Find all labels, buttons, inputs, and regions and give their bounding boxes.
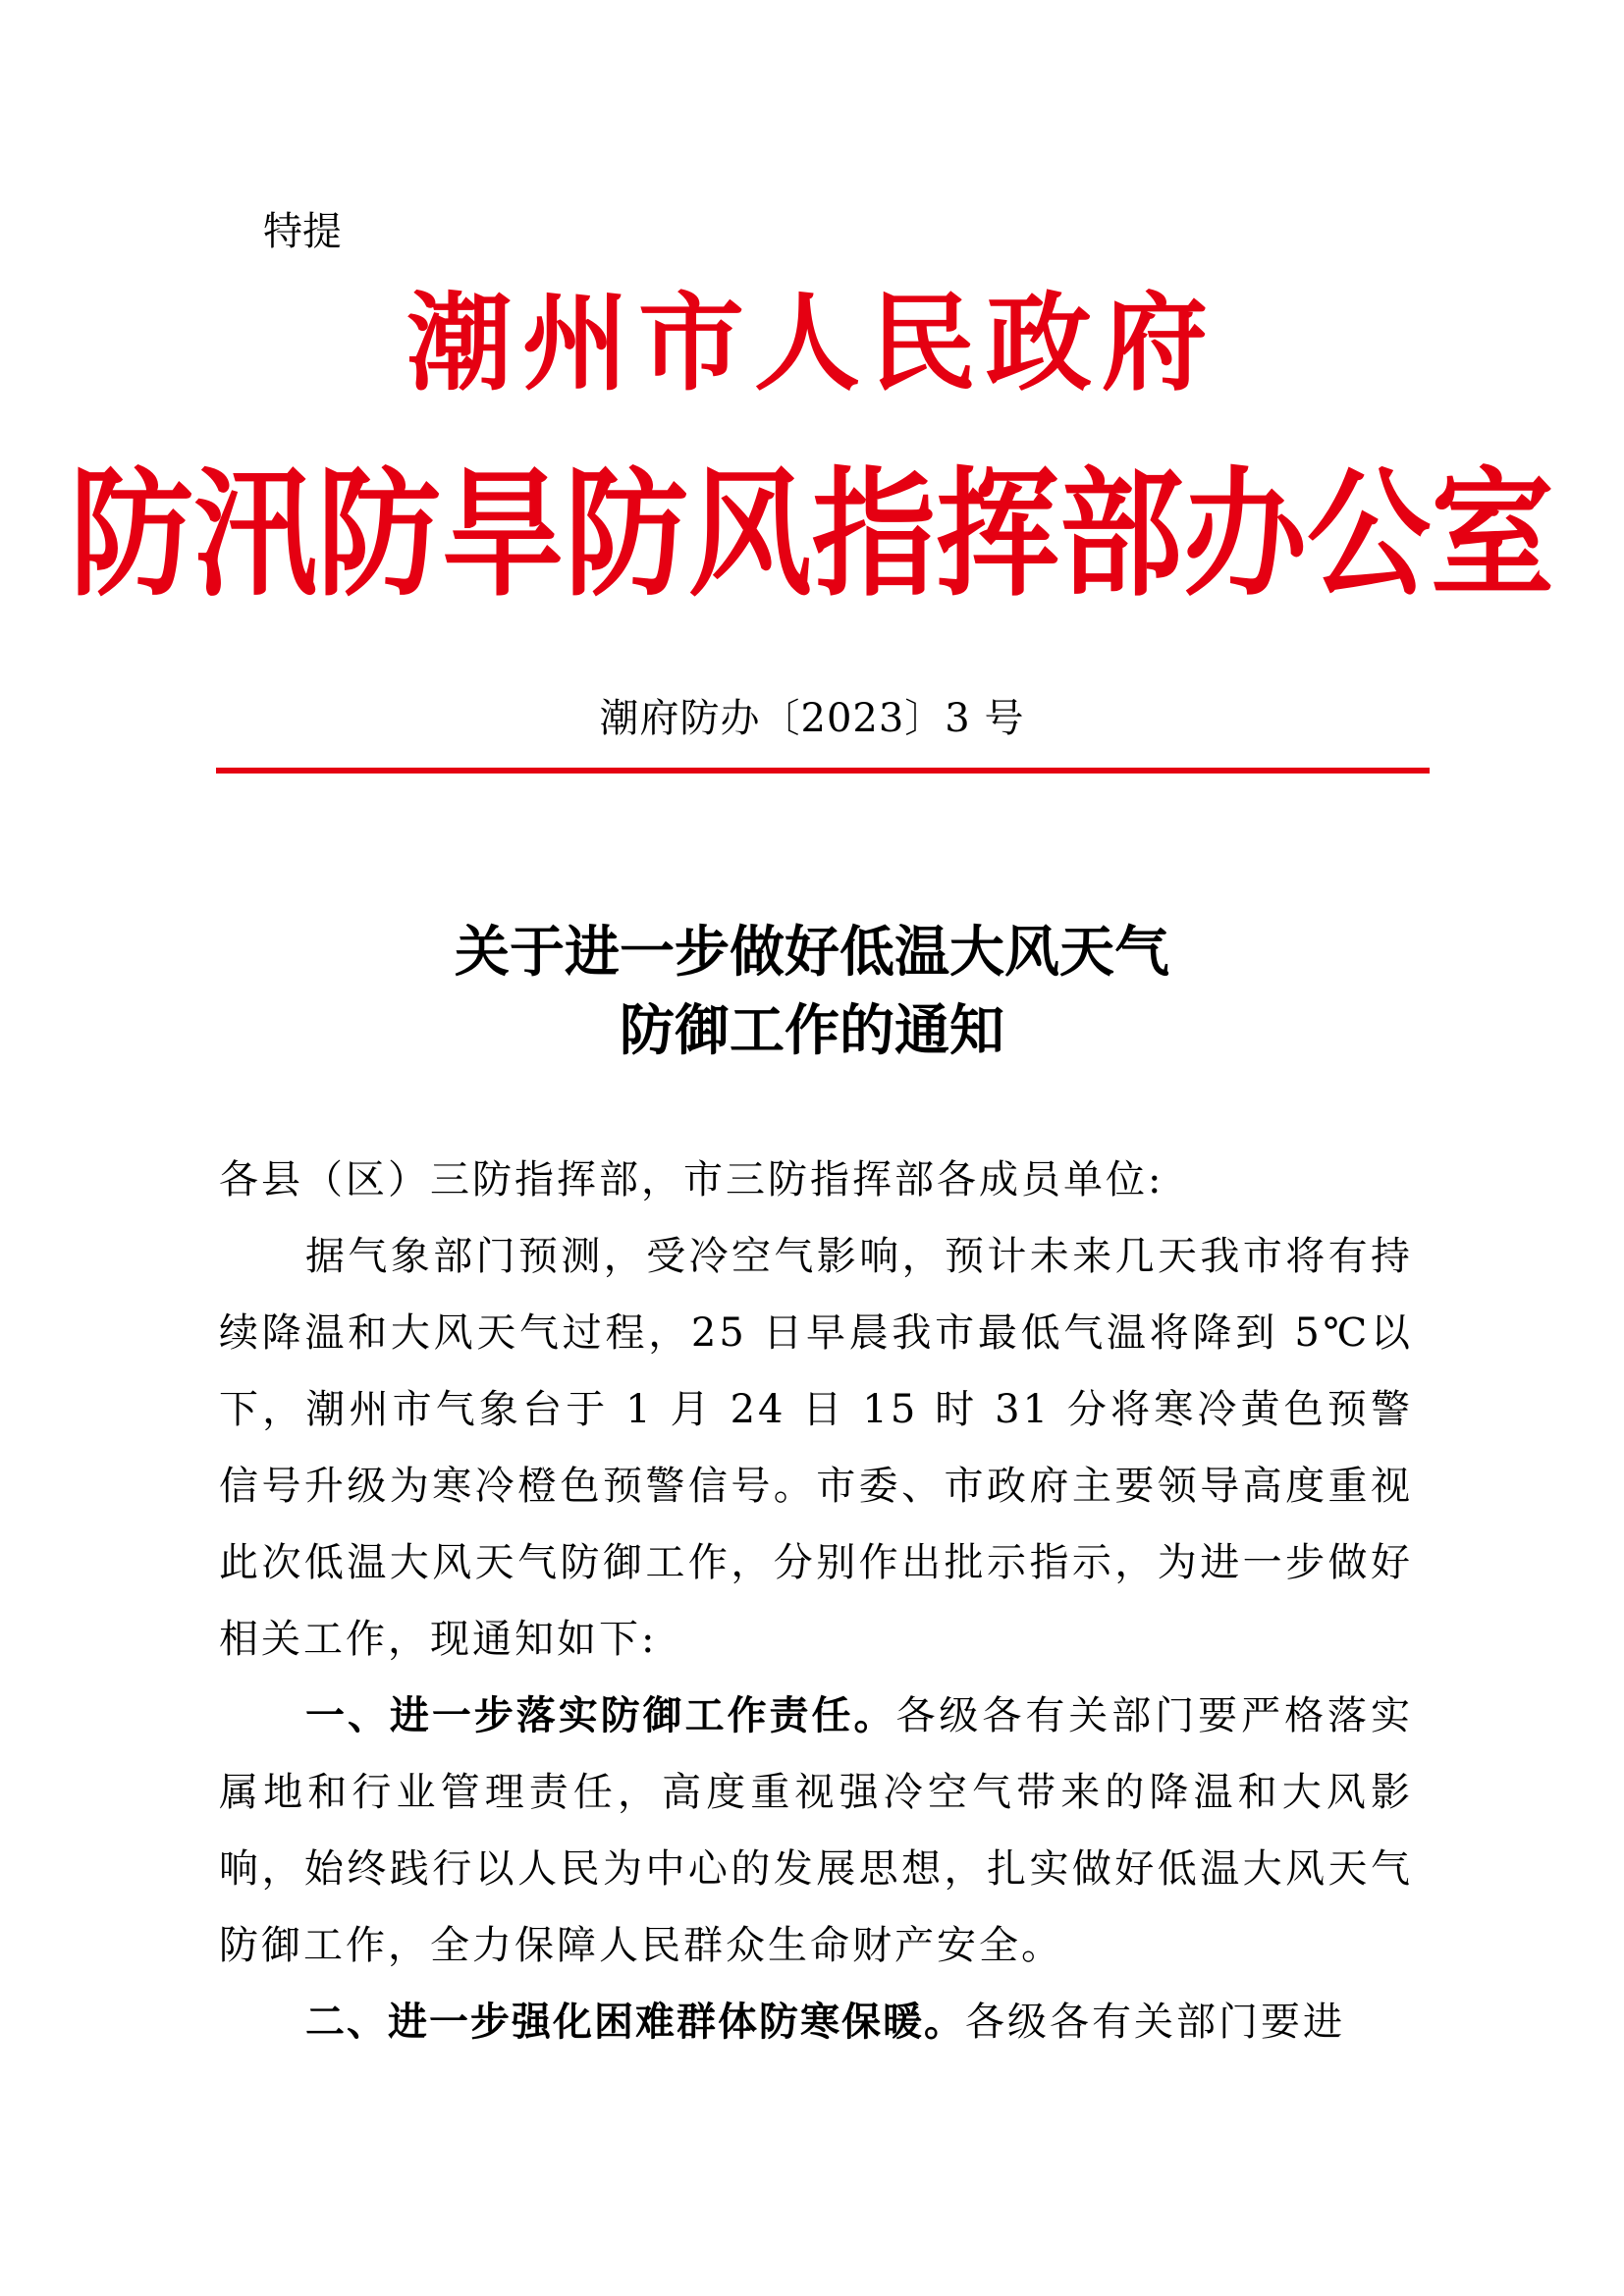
issuer-title-line2: 防汛防旱防风指挥部办公室 — [70, 453, 1554, 615]
paragraph-section-2 — [219, 1984, 1413, 2060]
notice-title-line1: 关于进一步做好低温大风天气 — [455, 920, 1169, 985]
document-number: 潮府防办〔2023〕3 号 — [599, 696, 1025, 741]
issuer-title-line1: 潮州市人民政府 — [406, 282, 1218, 405]
notice-title-line2: 防御工作的通知 — [620, 998, 1004, 1063]
paragraph-section-1 — [219, 1678, 1413, 1984]
section-1-body: 各级各有关部门要严格落实属地和行业管理责任，高度重视强冷空气带来的降温和大风影响，始终践行以人民为中心的发展思想，扎实做好低温大风天气防御工作，全力保障人民群众生命财产安全。 — [219, 1693, 1414, 1968]
section-2-heading: 二、进一步强化困难群体防寒保暖。 — [305, 2000, 965, 2045]
addressee: 各县（区）三防指挥部，市三防指挥部各成员单位: — [219, 1157, 1164, 1202]
urgency-level: 特提 — [263, 209, 342, 254]
section-1-heading: 一、进一步落实防御工作责任。 — [305, 1693, 896, 1738]
section-2-body: 各级各有关部门要进 — [965, 2000, 1345, 2045]
paragraph-intro: 据气象部门预测，受冷空气影响，预计未来几天我市将有持续降温和大风天气过程，25 日早晨我市最低气温将降到 5℃以下，潮州市气象台于 1 月 24 日 15 时 31 分将寒冷黄色预警信号升级为寒冷橙色预警信号。市委、市政府主要领导高度重视此次低温大风天气防御工作，分别作出批示指示，为进一步做好相关工作，现通知如下: — [219, 1234, 1413, 1662]
red-separator-line — [216, 768, 1430, 774]
